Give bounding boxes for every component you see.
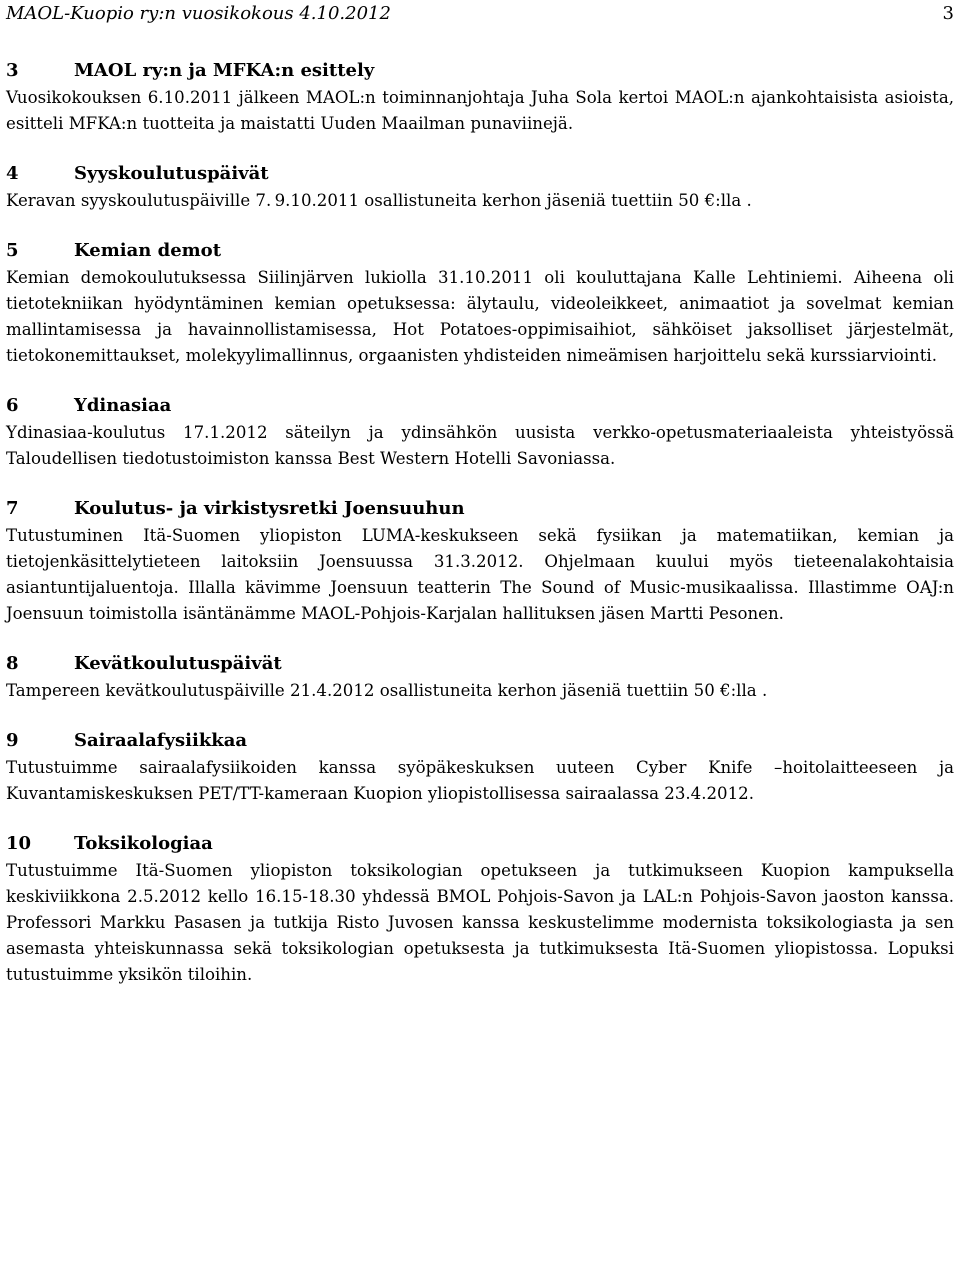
section-title: MAOL ry:n ja MFKA:n esittely (74, 60, 375, 81)
page-header (6, 0, 954, 34)
section-title: Koulutus- ja virkistysretki Joensuuhun (74, 498, 465, 519)
section-text: Vuosikokouksen 6.10.2011 jälkeen MAOL:n toiminnanjohtaja Juha Sola kertoi MAOL:n ajankohtaisista asioista, esitteli MFKA:n tuotteita ja maistatti Uuden Maailman punaviinejä. (6, 88, 954, 133)
section-heading (6, 831, 954, 857)
header-title: MAOL-Kuopio ry:n vuosikokous 4.10.2012 (6, 3, 391, 24)
section-9 (6, 728, 954, 807)
section-8 (6, 651, 954, 704)
section-7 (6, 496, 954, 627)
section-heading (6, 496, 954, 522)
section-number: 7 (6, 498, 19, 519)
section-heading (6, 651, 954, 677)
section-heading (6, 728, 954, 754)
section-title: Kevätkoulutuspäivät (74, 653, 282, 674)
section-text: Tutustuimme sairaalafysiikoiden kanssa syöpäkeskuksen uuteen Cyber Knife –hoitolaitteeseen ja Kuvantamiskeskuksen PET/TT-kameraan Kuopion yliopistollisessa sairaalassa 23.4.2012. (6, 758, 954, 803)
section-heading (6, 58, 954, 84)
document-page (6, 0, 954, 988)
section-text: Tutustuminen Itä-Suomen yliopiston LUMA-keskukseen sekä fysiikan ja matematiikan, kemian ja tietojenkäsittelytieteen laitoksiin Joensuussa 31.3.2012. Ohjelmaan kuului myös tieteenalakohtaisia asiantuntijaluentoja. Illalla kävimme Joensuun teatterin The Sound of Music-musikaalissa. Illastimme OAJ:n Joensuun toimistolla isäntänämme MAOL-Pohjois-Karjalan hallituksen jäsen Martti Pesonen. (6, 526, 954, 623)
section-heading (6, 161, 954, 187)
section-text: Kemian demokoulutuksessa Siilinjärven lukiolla 31.10.2011 oli kouluttajana Kalle Lehtiniemi. Aiheena oli tietotekniikan hyödyntäminen kemian opetuksessa: älytaulu, videoleikkeet, animaatiot ja sovelmat kemian mallintamisessa ja havainnollistamisessa, Hot Potatoes-oppimisaihiot, sähköiset jaksolliset järjestelmät, tietokonemittaukset, molekyylimallinnus, orgaanisten yhdisteiden nimeämisen harjoittelu sekä kurssiarviointi. (6, 268, 954, 365)
section-4 (6, 161, 954, 214)
section-text: Ydinasiaa-koulutus 17.1.2012 säteilyn ja ydinsähkön uusista verkko-opetusmateriaaleista yhteistyössä Taloudellisen tiedotustoimiston kanssa Best Western Hotelli Savoniassa. (6, 423, 954, 468)
section-heading (6, 238, 954, 264)
section-text: Keravan syyskoulutuspäiville 7. 9.10.2011 osallistuneita kerhon jäseniä tuettiin 50 €:lla . (6, 191, 752, 210)
section-6 (6, 393, 954, 472)
section-title: Toksikologiaa (74, 833, 213, 854)
section-number: 3 (6, 60, 19, 81)
section-text: Tutustuimme Itä-Suomen yliopiston toksikologian opetukseen ja tutkimukseen Kuopion kampuksella keskiviikkona 2.5.2012 kello 16.15-18.30 yhdessä BMOL Pohjois-Savon ja LAL:n Pohjois-Savon jaoston kanssa. Professori Markku Pasasen ja tutkija Risto Juvosen kanssa keskustelimme modernista toksikologiasta ja sen asemasta yhteiskunnassa sekä toksikologian opetuksesta ja tutkimuksesta Itä-Suomen yliopistossa. Lopuksi tutustuimme yksikön tiloihin. (6, 861, 954, 984)
section-title: Ydinasiaa (74, 395, 172, 416)
section-title: Kemian demot (74, 240, 222, 261)
section-number: 4 (6, 163, 19, 184)
section-text: Tampereen kevätkoulutuspäiville 21.4.2012 osallistuneita kerhon jäseniä tuettiin 50 €:lla . (6, 681, 768, 700)
section-number: 5 (6, 240, 19, 261)
section-number: 6 (6, 395, 19, 416)
section-5 (6, 238, 954, 369)
section-number: 9 (6, 730, 19, 751)
section-number: 10 (6, 833, 32, 854)
section-heading (6, 393, 954, 419)
section-10 (6, 831, 954, 988)
page-number: 3 (942, 3, 954, 24)
section-title: Sairaalafysiikkaa (74, 730, 248, 751)
section-title: Syyskoulutuspäivät (74, 163, 269, 184)
section-number: 8 (6, 653, 19, 674)
section-3 (6, 58, 954, 137)
